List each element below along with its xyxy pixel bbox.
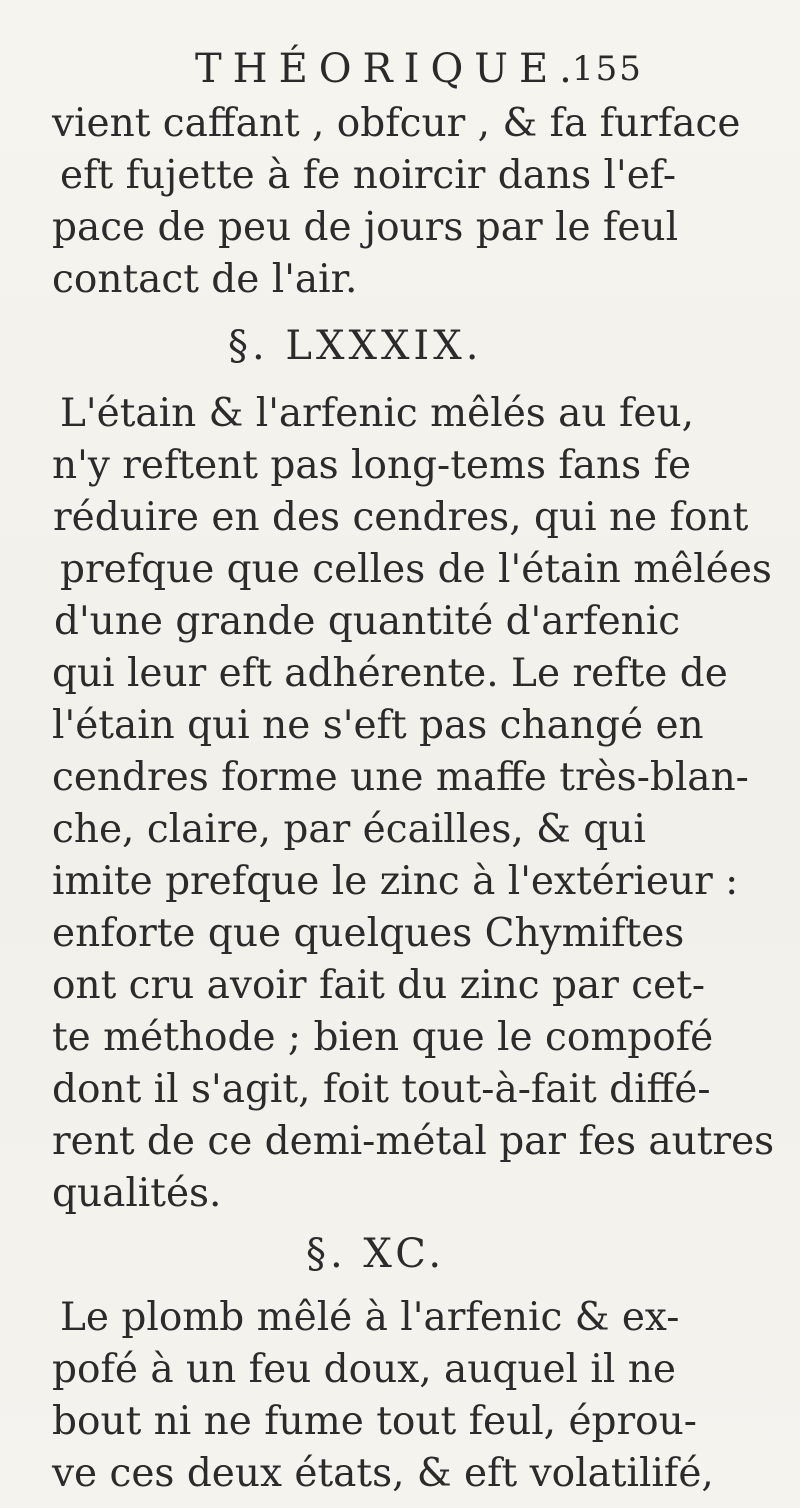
paragraph-1-line-2: eft fujette à fe noircir dans l'ef- xyxy=(60,153,677,198)
section-89-line-3: réduire en des cendres, qui ne font xyxy=(53,495,749,540)
paragraph-1-line-1: vient caffant , obfcur , & fa furface xyxy=(52,101,741,146)
section-89-line-5: d'une grande quantité d'arfenic xyxy=(54,599,681,644)
page-header xyxy=(0,44,800,94)
section-89-line-13: te méthode ; bien que le compofé xyxy=(52,1015,714,1060)
section-90-line-2: pofé à un feu doux, auquel il ne xyxy=(52,1347,676,1392)
section-89-line-14: dont il s'agit, foit tout-à-fait diffé- xyxy=(52,1067,711,1112)
section-89-line-7: l'étain qui ne s'eft pas changé en xyxy=(52,703,704,748)
section-89-line-15: rent de ce demi-métal par fes autres xyxy=(52,1119,775,1164)
paragraph-1-line-3: pace de peu de jours par le feul xyxy=(52,205,679,250)
paragraph-1-line-4: contact de l'air. xyxy=(52,257,358,302)
section-89-line-8: cendres forme une maffe très-blan- xyxy=(52,755,749,800)
section-89-line-10: imite prefque le zinc à l'extérieur : xyxy=(52,859,739,904)
section-89-line-6: qui leur eft adhérente. Le refte de xyxy=(52,651,728,696)
section-89-line-11: enforte que quelques Chymiftes xyxy=(52,911,685,956)
section-90-line-4: ve ces deux états, & eft volatilifé, xyxy=(52,1451,714,1496)
section-title-90: §. XC. xyxy=(306,1231,446,1277)
section-89-line-4: prefque que celles de l'étain mêlées xyxy=(60,547,772,592)
page-number: 155 xyxy=(572,49,643,89)
running-head: THÉORIQUE. xyxy=(195,46,583,92)
section-89-line-12: ont cru avoir fait du zinc par cet- xyxy=(52,963,706,1008)
section-89-line-2: n'y reftent pas long-tems fans fe xyxy=(52,443,692,488)
section-89-line-9: che, claire, par écailles, & qui xyxy=(52,807,646,852)
section-title-89: §. LXXXIX. xyxy=(228,323,483,369)
section-90-line-1: Le plomb mêlé à l'arfenic & ex- xyxy=(60,1295,680,1340)
section-89-line-1: L'étain & l'arfenic mêlés au feu, xyxy=(60,391,694,436)
section-90-line-3: bout ni ne fume tout feul, éprou- xyxy=(52,1399,697,1444)
section-89-line-16: qualités. xyxy=(52,1171,222,1216)
